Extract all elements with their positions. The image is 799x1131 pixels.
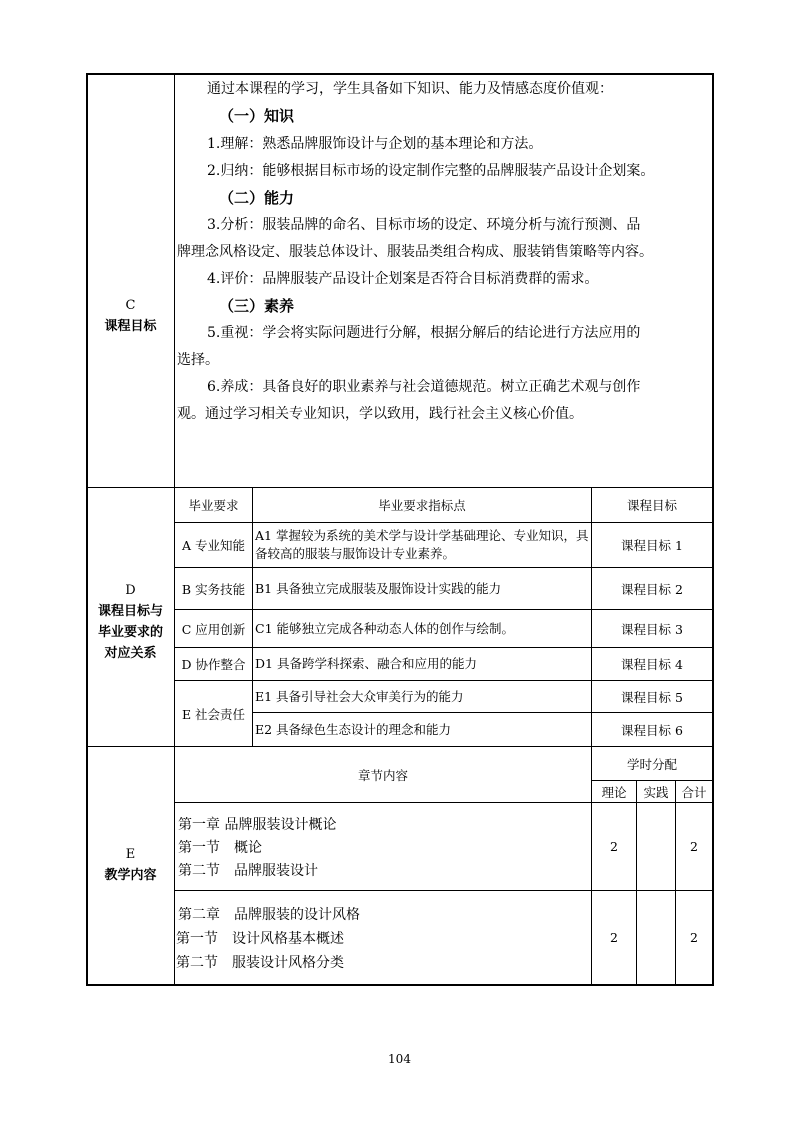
d-row-goal: 课程目标 5 [621, 689, 683, 705]
c-heading-quality: （三）素养 [219, 297, 295, 315]
c-ability-1-line1: 3.分析：服装品牌的命名、目标市场的设定、环境分析与流行预测、品 [207, 217, 641, 233]
d-row-requirement: D 协作整合 [181, 657, 246, 672]
d-row-requirement: C 应用创新 [181, 621, 246, 637]
e-row-total: 2 [690, 930, 698, 945]
c-quality-2-line1: 6.养成：具备良好的职业素养与社会道德规范。树立正确艺术观与创作 [207, 379, 641, 395]
c-knowledge-2: 2.归纳：能够根据目标市场的设定制作完整的品牌服装产品设计企划案。 [207, 163, 655, 179]
e-subheader-theory: 理论 [601, 784, 627, 800]
d-row-indicator: A1 掌握较为系统的美术学与设计学基础理论、专业知识，具备较高的服装与服饰设计专业素养。 [255, 528, 589, 561]
e-section-line: 第一节 概论 [178, 840, 262, 856]
d-row-indicator: C1 能够独立完成各种动态人体的创作与绘制。 [255, 620, 514, 636]
d-header-indicator: 毕业要求指标点 [378, 498, 466, 513]
table-bottom-border [86, 984, 714, 986]
e-section-line: 第二节 服装设计风格分类 [176, 955, 344, 971]
table-right-border [712, 73, 714, 986]
e-header-content: 章节内容 [357, 767, 408, 783]
e-chapter-line: 第二章 品牌服装的设计风格 [178, 907, 360, 923]
d-row-goal: 课程目标 4 [621, 657, 683, 672]
e-row-theory: 2 [610, 930, 618, 945]
c-heading-knowledge: （一）知识 [219, 107, 295, 125]
d-header-goal: 课程目标 [626, 498, 677, 513]
d-row-indicator: E2 具备绿色生态设计的理念和能力 [255, 721, 452, 737]
section-c-title: 课程目标 [104, 319, 157, 334]
section-d-code: D [125, 583, 136, 598]
table-top-border [86, 73, 714, 75]
page-number: 104 [388, 1052, 411, 1066]
d-row-goal: 课程目标 2 [621, 581, 683, 597]
c-knowledge-1: 1.理解：熟悉品牌服饰设计与企划的基本理论和方法。 [207, 136, 543, 152]
e-row-practice [637, 803, 675, 890]
section-d-title-line1: 课程目标与 [97, 604, 163, 619]
e-section-line: 第二节 品牌服装设计 [178, 863, 318, 879]
d-row-requirement: E 社会责任 [181, 706, 246, 722]
section-d-label [87, 580, 174, 664]
c-intro: 通过本课程的学习，学生具备如下知识、能力及情感态度价值观： [207, 81, 613, 97]
c-quality-2-line2: 观。通过学习相关专业知识，学以致用，践行社会主义核心价值。 [177, 406, 583, 422]
e-subheader-practice: 实践 [643, 784, 669, 800]
c-quality-1-line1: 5.重视：学会将实际问题进行分解，根据分解后的结论进行方法应用的 [207, 325, 641, 341]
d-row-indicator: B1 具备独立完成服装及服饰设计实践的能力 [255, 580, 502, 596]
c-heading-ability: （二）能力 [219, 189, 295, 207]
d-header-requirement: 毕业要求 [188, 498, 239, 513]
d-row-requirement: A 专业知能 [181, 538, 245, 553]
d-row-requirement: B 实务技能 [181, 581, 246, 597]
section-d-title-line3: 对应关系 [104, 646, 157, 661]
section-e-label [87, 844, 174, 886]
e-row-theory: 2 [610, 839, 618, 854]
e-row-practice [637, 891, 675, 984]
e-subheader-total: 合计 [681, 784, 707, 800]
d-row-indicator: D1 具备跨学科探索、融合和应用的能力 [255, 656, 477, 671]
d-row-goal: 课程目标 3 [621, 621, 683, 637]
section-d-title-line2: 毕业要求的 [97, 625, 163, 640]
e-section-line: 第一节 设计风格基本概述 [176, 931, 344, 947]
section-e-title: 教学内容 [104, 868, 157, 883]
section-c-label [87, 295, 174, 337]
d-row-goal: 课程目标 6 [621, 722, 683, 738]
e-header-hours: 学时分配 [626, 756, 677, 772]
d-row-goal: 课程目标 1 [621, 538, 683, 553]
e-row-total: 2 [690, 839, 698, 854]
c-ability-1-line2: 牌理念风格设定、服装总体设计、服装品类组合构成、服装销售策略等内容。 [177, 244, 653, 260]
section-e-code: E [125, 847, 136, 862]
d-row-indicator: E1 具备引导社会大众审美行为的能力 [255, 688, 464, 704]
c-quality-1-line2: 选择。 [177, 352, 219, 368]
c-ability-2: 4.评价：品牌服装产品设计企划案是否符合目标消费群的需求。 [207, 271, 599, 287]
e-chapter-line: 第一章 品牌服装设计概论 [178, 817, 337, 833]
section-c-code: C [125, 298, 136, 313]
